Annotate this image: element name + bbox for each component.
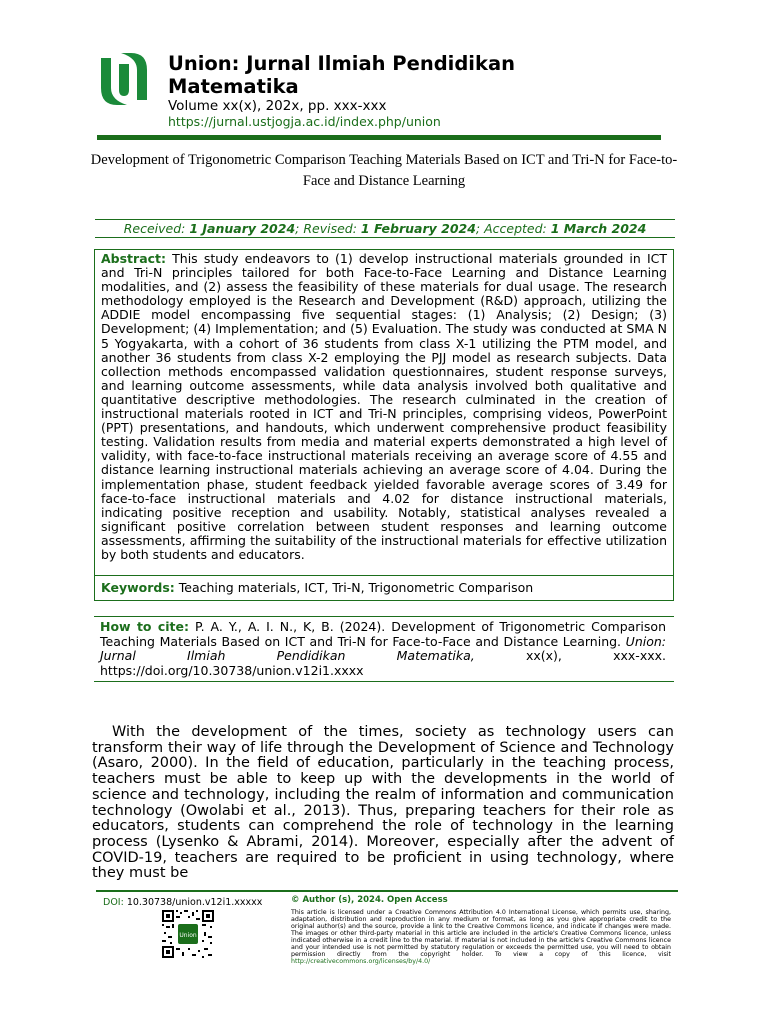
abstract-divider <box>95 575 673 576</box>
doi-label: DOI: <box>103 897 124 908</box>
license-text <box>291 909 671 965</box>
journal-volume: Volume xx(x), 202x, pp. xxx-xxx <box>168 98 387 114</box>
qr-label: Union <box>179 932 197 939</box>
submission-dates <box>95 219 675 238</box>
journal-title: Union: Jurnal Ilmiah Pendidikan Matematika <box>168 52 516 98</box>
keywords <box>101 580 533 595</box>
abstract-label: Abstract: <box>101 251 167 266</box>
abstract <box>101 252 667 562</box>
header-rule <box>97 135 661 140</box>
journal-logo <box>97 50 151 108</box>
revised-date: 1 February 2024 <box>360 221 476 236</box>
body-paragraph: With the development of the times, society as technology users can transform their way of life through the Development of Science and Technology (Asaro, 2000). In the field of education, particularly in the teaching process, teachers must be able to keep up with the developments in the world of science and technology, including the realm of information and communication technology (Owolabi et al., 2013). Thus, preparing teachers for their role as educators, students can comprehend the role of technology in the learning process (Lysenko & Abrami, 2014). Moreover, especially after the advent of COVID-19, teachers are required to be proficient in using technology, where they must be <box>92 724 674 882</box>
accepted-label: ; Accepted: <box>475 221 551 236</box>
doi <box>103 897 262 908</box>
citation-label: How to cite: <box>100 619 190 634</box>
citation-text: P. A. Y., A. I. N., K, B. (2024). Development of Trigonometric Comparison Teaching Materials Based on ICT and Tri-N for Face-to-Face and Distance Learning. <box>100 619 666 649</box>
license-link[interactable]: http://creativecommons.org/licenses/by/4.0/ <box>291 958 431 965</box>
citation-journal: Union: Jurnal Ilmiah Pendidikan Matematika, <box>100 633 666 663</box>
citation <box>100 620 666 678</box>
accepted-date: 1 March 2024 <box>550 221 647 236</box>
revised-label: ; Revised: <box>295 221 361 236</box>
keywords-text: Teaching materials, ICT, Tri-N, Trigonometric Comparison <box>174 580 534 595</box>
received-label: Received: <box>123 221 190 236</box>
received-date: 1 January 2024 <box>189 221 296 236</box>
abstract-box <box>94 249 674 601</box>
paper-title: Development of Trigonometric Comparison Teaching Materials Based on ICT and Tri-N for Face-to-Face and Distance Learning <box>90 152 678 189</box>
citation-box <box>94 616 674 682</box>
license-body: This article is licensed under a Creative Commons Attribution 4.0 International License, which permits use, sharing, adaptation, distribution and reproduction in any medium or format, as long as you give appropriate credit to the original author(s) and the source, provide a link to the Creative Commons licence, and indicate if changes were made. The images or other third-party material in this article are included in the article's Creative Commons licence, unless indicated otherwise in a credit line to the material. If material is not included in the article's Creative Commons licence and your intended use is not permitted by statutory regulation or exceeds the permitted use, you will need to obtain permission directly from the copyright holder. To view a copy of this licence, visit <box>291 909 671 958</box>
keywords-label: Keywords: <box>101 580 175 595</box>
open-access-heading: © Author (s), 2024. Open Access <box>291 895 448 905</box>
citation-doi: xx(x), xxx-xxx. https://doi.org/10.30738/union.v12i1.xxxx <box>100 648 666 678</box>
footer-rule <box>96 890 678 892</box>
journal-url-link[interactable]: https://jurnal.ustjogja.ac.id/index.php/union <box>168 114 441 129</box>
abstract-text: This study endeavors to (1) develop instructional materials grounded in ICT and Tri-N principles tailored for both Face-to-Face Learning and Distance Learning modalities, and (2) assess the feasibility of these materials for dual usage. The research methodology employed is the Research and Development (R&D) approach, utilizing the ADDIE model encompassing five sequential stages: (1) Analysis; (2) Design; (3) Development; (4) Implementation; and (5) Evaluation. The study was conducted at SMA N 5 Yogyakarta, with a cohort of 36 students from class X-1 utilizing the PTM model, and another 36 students from class X-2 employing the PJJ model as research subjects. Data collection methods encompassed validation questionnaires, student response surveys, and learning outcome assessments, while data analysis involved both qualitative and quantitative descriptive methodologies. The research culminated in the creation of instructional materials rooted in ICT and Tri-N principles, comprising videos, PowerPoint (PPT) presentations, and handouts, which underwent comprehensive product feasibility testing. Validation results from media and material experts demonstrated a high level of validity, with face-to-face instructional materials receiving an average score of 4.55 and distance learning instructional materials achieving an average score of 4.04. During the implementation phase, student feedback yielded favorable average scores of 3.49 for face-to-face instructional materials and 4.02 for distance instructional materials, indicating positive reception and usability. Notably, statistical analyses revealed a significant positive correlation between student responses and learning outcome assessments, affirming the suitability of the instructional materials for effective utilization by both students and educators. <box>101 251 667 562</box>
doi-value[interactable]: 10.30738/union.v12i1.xxxxx <box>123 897 263 908</box>
qr-code <box>162 910 214 958</box>
